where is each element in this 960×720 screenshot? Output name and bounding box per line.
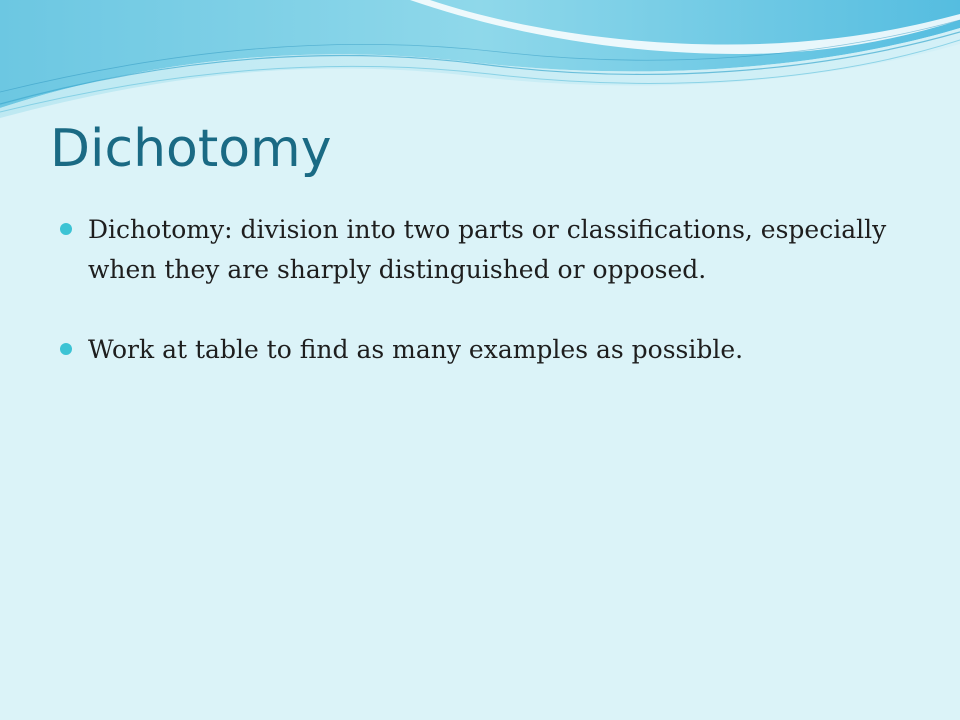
bullet-item-activity (60, 330, 890, 370)
slide-title: Dichotomy (50, 119, 332, 179)
bullet-dot-icon (60, 343, 72, 355)
wave-header-decoration (0, 0, 960, 120)
bullet-dot-icon (60, 223, 72, 235)
bullet-list (60, 210, 890, 370)
bullet-text: Dichotomy: division into two parts or classifications, especially when they are sharply distinguished or opposed. (88, 215, 887, 284)
bullet-text: Work at table to find as many examples as possible. (88, 335, 744, 364)
bullet-item-definition (60, 210, 890, 290)
